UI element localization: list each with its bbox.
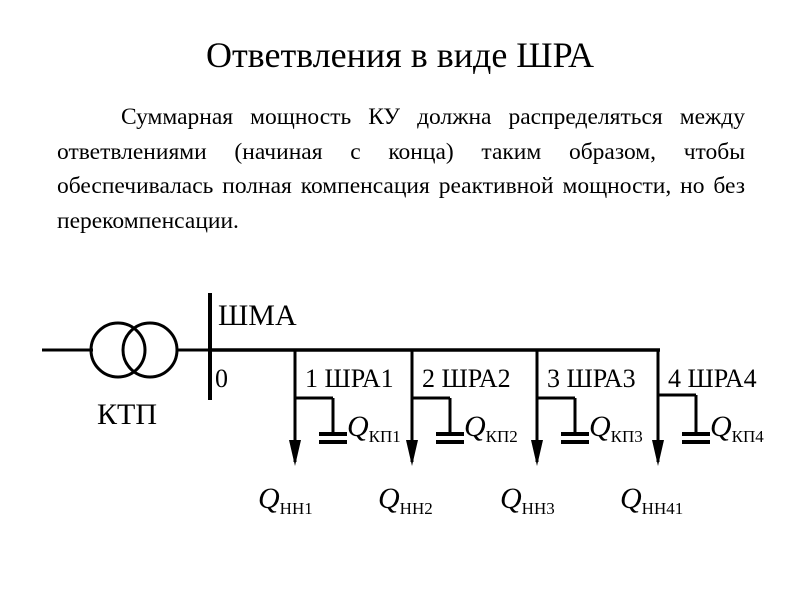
transformer-label: КТП [97,398,157,431]
branch-4-arrow-icon [652,440,664,466]
branch-2-qload-label: $Q_{НН2}$ [378,482,433,518]
branch-1-label: 1 ШРА1 [305,364,394,393]
branch-3-qku-label: $Q_{КП3}$ [589,410,643,446]
branch-4-qku-label: $Q_{КП4}$ [710,410,764,446]
branch-3-label: 3 ШРА3 [547,364,636,393]
busbar-label: ШМА [218,299,297,332]
branch-4-label: 4 ШРА4 [668,364,757,393]
branch-1-qku-label: $Q_{КП1}$ [347,410,401,446]
body-paragraph: Суммарная мощность КУ должна распределяться между ответвлениями (начиная с конца) таким образом, чтобы обеспечивалась полная компенсация реактивной мощности, но без перекомпенсации. [57,104,745,234]
branch-2-label: 2 ШРА2 [422,364,511,393]
branch-2-arrow-icon [406,440,418,466]
branch-3-qload-label: $Q_{НН3}$ [500,482,555,518]
branch-group [258,350,764,518]
slide-title: Ответвления в виде ШРА [205,35,595,75]
node-0-label: 0 [215,364,228,393]
branch-2-qku-label: $Q_{КП2}$ [464,410,518,446]
transformer-winding-1 [91,323,145,377]
branch-1-qload-label: $Q_{НН1}$ [258,482,313,518]
branch-3-arrow-icon [531,440,543,466]
transformer-winding-2 [123,323,177,377]
branch-4-qload-label: $Q_{НН41}$ [620,482,684,518]
branch-1-arrow-icon [289,440,301,466]
